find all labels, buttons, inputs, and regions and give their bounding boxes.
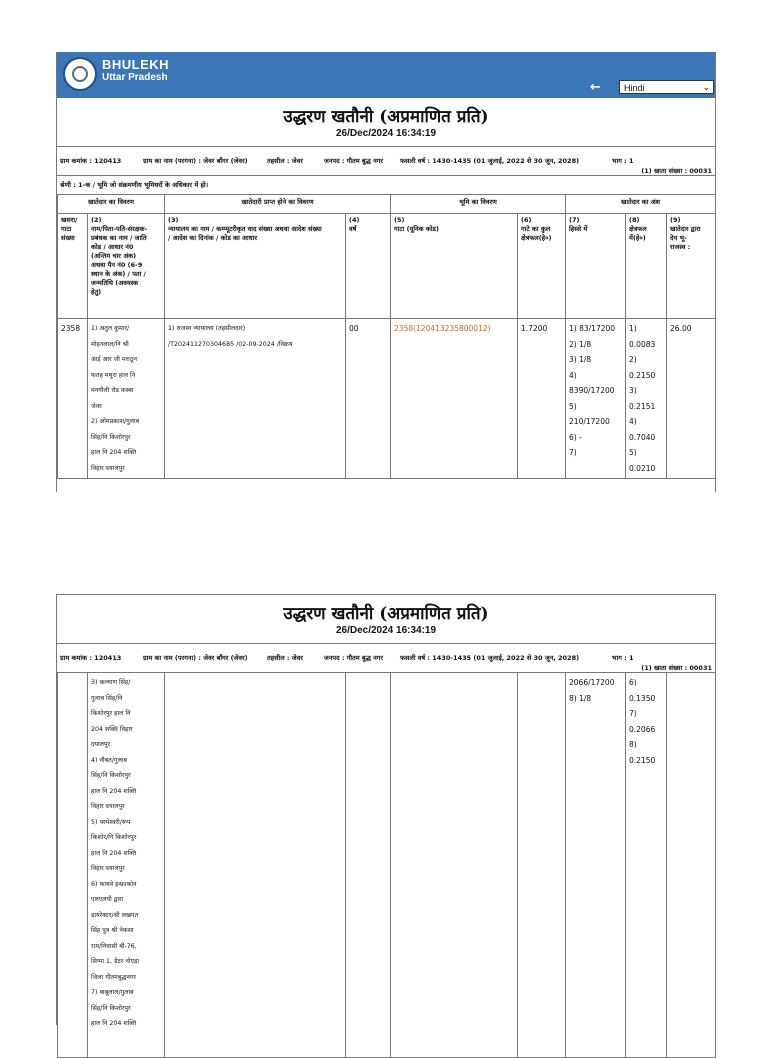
text-line: हिस्से में — [569, 225, 588, 233]
khata-number: (1) खाता संख्या : 00031 — [641, 664, 712, 672]
text-line: एलएलपी द्वारा — [91, 896, 124, 903]
text-line: 1) अतुल कुमार/ — [91, 325, 130, 332]
text-line: (9) — [670, 216, 681, 224]
group-header: खातेदारी प्राप्त होने का विवरण — [165, 195, 391, 214]
text-line: हाल नि 204 शक्ति — [91, 787, 137, 795]
text-line: 2) — [629, 355, 637, 364]
district: जनपद : गौतम बुद्ध नगर — [324, 654, 383, 662]
language-select-value: Hindi — [624, 83, 645, 93]
column-header — [88, 214, 165, 319]
text-line: गुलाब सिंह/नि — [91, 694, 123, 702]
text-line: विहार दयालपुर — [91, 865, 125, 872]
text-line: राम/निवासी बी-76, — [91, 942, 137, 950]
up-emblem-logo — [63, 57, 97, 91]
brand-name: BHULEKH — [102, 57, 170, 72]
table-row — [58, 673, 716, 1058]
text-line: 4) — [569, 370, 577, 380]
khatauni-table-continued — [57, 672, 716, 1058]
text-line: प्रबंधक का नाम / जाति — [91, 234, 147, 242]
text-line: (5) — [394, 216, 405, 224]
document-datetime: 26/Dec/2024 16:34:19 — [335, 625, 437, 636]
text-line: 0.0210 — [629, 463, 656, 473]
text-line: 3) कल्याण सिंह/ — [91, 679, 131, 686]
year: 00 — [346, 319, 391, 479]
text-line: अथवा पैन नं0 (6-9 — [91, 261, 143, 269]
text-line: 1) राजस्व न्यायालय (तहसीलदार) — [168, 325, 246, 332]
text-line: (7) — [569, 216, 580, 224]
tehsil: तहसील : जेवर — [267, 654, 303, 662]
text-line: 3) 1/8 — [569, 355, 592, 364]
text-line: 6) फायवे इन्फ्राकोन — [91, 880, 137, 888]
text-line: 3) — [629, 386, 637, 395]
text-line: 7) — [569, 448, 577, 457]
text-line: 7) — [629, 709, 637, 718]
text-line: 0.2150 — [629, 370, 656, 380]
column-header — [58, 214, 88, 319]
village-name: ग्राम का नाम (परगना) : जेवर बाँगर (जेवर) — [143, 157, 248, 165]
text-line: जिला गौतमबुद्धनगर — [91, 973, 136, 981]
document-page-1 — [56, 52, 716, 492]
text-line: 1) 83/17200 — [569, 324, 616, 333]
text-line: किशोर/नि किशोरपुर — [91, 834, 137, 841]
text-line: 8) 1/8 — [569, 693, 592, 703]
text-line: विहार दयालपुर — [91, 803, 125, 810]
text-line: 2) 1/8 — [569, 339, 592, 349]
text-line: गाटे का कुल — [521, 225, 551, 233]
text-line: 6) - — [569, 432, 582, 442]
text-line: डायरेक्टर/श्री लखपत — [91, 911, 139, 919]
fasli-year: फसली वर्ष : 1430-1435 (01 जुलाई, 2022 से 30 जून, 2028) — [400, 654, 580, 662]
text-line: विहार दयालपुर — [91, 464, 125, 472]
khata-number: (1) खाता संख्या : 00031 — [641, 167, 712, 175]
text-line: 0.2150 — [629, 755, 656, 765]
language-select[interactable] — [619, 80, 714, 94]
text-line: 0.0083 — [629, 339, 656, 349]
text-line: 4) — [629, 417, 637, 426]
text-line: हेतु) — [91, 288, 102, 296]
bhag: भाग : 1 — [612, 654, 634, 662]
text-line: मनगौली रोड कस्बा — [91, 387, 134, 394]
header-banner — [57, 52, 715, 98]
back-arrow-icon[interactable]: ← — [590, 80, 601, 95]
text-line: किशोरपुर हाल नि — [91, 710, 131, 717]
khatauni-table — [57, 194, 716, 479]
court-order — [165, 319, 346, 479]
text-line: सिंह/नि किशोरपुर — [91, 772, 131, 779]
column-header — [165, 214, 346, 319]
bhag: भाग : 1 — [612, 157, 634, 165]
text-line: (2) — [91, 216, 102, 224]
village-code: ग्राम कमांक : 120413 — [60, 157, 122, 165]
text-line: कोड / आधार नं0 — [91, 243, 134, 251]
text-line: 4) नौबत/गुलाब — [91, 756, 127, 764]
gata-cell — [391, 319, 518, 479]
document-title: उद्धरण खतौनी (अप्रमाणित प्रति) — [283, 604, 489, 624]
text-line: संख्या — [61, 234, 75, 242]
village-info-line — [57, 643, 715, 672]
group-header: खातेदार का विवरण — [58, 195, 165, 214]
column-header-row — [58, 214, 716, 319]
land-revenue: 26.00 — [667, 319, 716, 479]
chevron-down-icon: ⌄ — [702, 82, 710, 92]
village-name: ग्राम का नाम (परगना) : जेवर बाँगर (जेवर) — [143, 654, 248, 662]
text-line: 210/17200 — [569, 417, 610, 426]
column-header — [667, 214, 716, 319]
column-header — [566, 214, 626, 319]
text-line: खातेदार द्वारा — [670, 225, 701, 233]
text-line: सिंह/नि किशोरपुर — [91, 1004, 131, 1012]
text-line: क्षेत्रफल(हे०) — [521, 234, 552, 242]
text-line: 5) — [629, 448, 637, 457]
text-line: 5) परमेश्वरी/रूप — [91, 818, 131, 826]
text-line: स्थान के अंक) / पता / — [91, 270, 146, 278]
shares — [566, 673, 626, 1058]
village-code: ग्राम कमांक : 120413 — [60, 654, 122, 662]
text-line: गाटा — [61, 225, 72, 233]
group-header: भूमि का विवरण — [391, 195, 566, 214]
text-line: सिंह पुत्र श्री नेकशा — [91, 927, 134, 934]
brand-state: Uttar Pradesh — [102, 72, 168, 83]
text-line: आई आर जी मराठून — [91, 356, 137, 363]
text-line: हाल नि 204 शक्ति — [91, 449, 137, 456]
column-header — [518, 214, 566, 319]
text-line: दयालपुर — [91, 741, 111, 748]
total-area: 1.7200 — [518, 319, 566, 479]
text-line: 2) ओमप्रकाश/गुलाब — [91, 418, 140, 425]
document-page-2 — [56, 594, 716, 1025]
brand — [102, 58, 169, 84]
text-line: 8) — [629, 740, 637, 749]
text-line: 2066/17200 — [569, 678, 615, 687]
share-area — [626, 319, 667, 479]
document-datetime: 26/Dec/2024 16:34:19 — [335, 128, 437, 139]
text-line: 0.1350 — [629, 693, 656, 703]
document-title: उद्धरण खतौनी (अप्रमाणित प्रति) — [283, 107, 489, 127]
text-line: राजस्व : — [670, 243, 691, 251]
text-line: वर्ष — [349, 225, 357, 233]
owner-names — [88, 319, 165, 479]
text-line: देय भू- — [670, 234, 687, 242]
group-header: खातेदार का अंश — [566, 195, 716, 214]
text-line: /T202411270304685 /02-09-2024 /विक्रय — [168, 340, 293, 348]
text-line: 204 शक्ति विहार — [91, 725, 133, 733]
tehsil: तहसील : जेवर — [267, 157, 303, 165]
category-line: श्रेणी : 1-क / भूमि जो संक्रमणीय भूमिधरों के अधिकार में हो। — [57, 175, 715, 194]
text-line: 8390/17200 — [569, 386, 615, 395]
khasra-number: 2358 — [58, 319, 88, 479]
shares — [566, 319, 626, 479]
district: जनपद : गौतम बुद्ध नगर — [324, 157, 383, 165]
text-line: (3) — [168, 216, 179, 224]
text-line: न्यायालय का नाम / कम्प्यूटरीकृत वाद संख्या अथवा आदेश संख्या — [168, 225, 322, 233]
column-header — [626, 214, 667, 319]
text-line: मोहनलाल/नि श्री — [91, 340, 129, 348]
text-line: 0.2066 — [629, 724, 656, 734]
text-line: 6) — [629, 678, 637, 687]
text-line: नाम/पिता-पति-संरक्षक- — [91, 225, 148, 233]
text-line: 0.2151 — [629, 401, 656, 411]
village-info-line — [57, 146, 715, 175]
column-header — [346, 214, 391, 319]
text-line: 5) — [569, 401, 577, 411]
owner-names — [88, 673, 165, 1058]
table-row — [58, 319, 716, 479]
text-line: सिग्मा 1, ग्रेटर नोएडा — [91, 958, 139, 965]
text-line: गाटा (यूनिक कोड) — [394, 225, 440, 233]
fasli-year: फसली वर्ष : 1430-1435 (01 जुलाई, 2022 से 30 जून, 2028) — [400, 157, 580, 165]
text-line: / आदेश का दिनांक / कोड का आधार — [168, 234, 258, 242]
text-line: 0.7040 — [629, 432, 656, 442]
text-line: 1) — [629, 324, 637, 333]
text-line: खसरा/ — [61, 216, 78, 224]
text-line: 7) बाबूलाल/गुलाब — [91, 989, 134, 996]
text-line: हाल नि 204 शक्ति — [91, 1020, 137, 1027]
text-line: फतह मथुरा हाल नि — [91, 371, 136, 379]
text-line: जन्मतिथि (अवयस्क — [91, 279, 139, 287]
share-area — [626, 673, 667, 1058]
text-line: में(हे०) — [629, 234, 646, 242]
text-line: हाल नि 204 शक्ति — [91, 849, 137, 857]
text-line: (8) — [629, 216, 640, 224]
text-line: (4) — [349, 216, 360, 224]
gata-link[interactable]: 2358(120413235800012) — [394, 324, 491, 333]
text-line: सिंह/नि किशोरपुर — [91, 433, 131, 441]
text-line: (अन्तिम चार अंक) — [91, 252, 137, 260]
text-line: जेवर — [91, 402, 102, 410]
text-line: क्षेत्रफल — [629, 225, 647, 233]
text-line: (6) — [521, 216, 532, 224]
column-header — [391, 214, 518, 319]
